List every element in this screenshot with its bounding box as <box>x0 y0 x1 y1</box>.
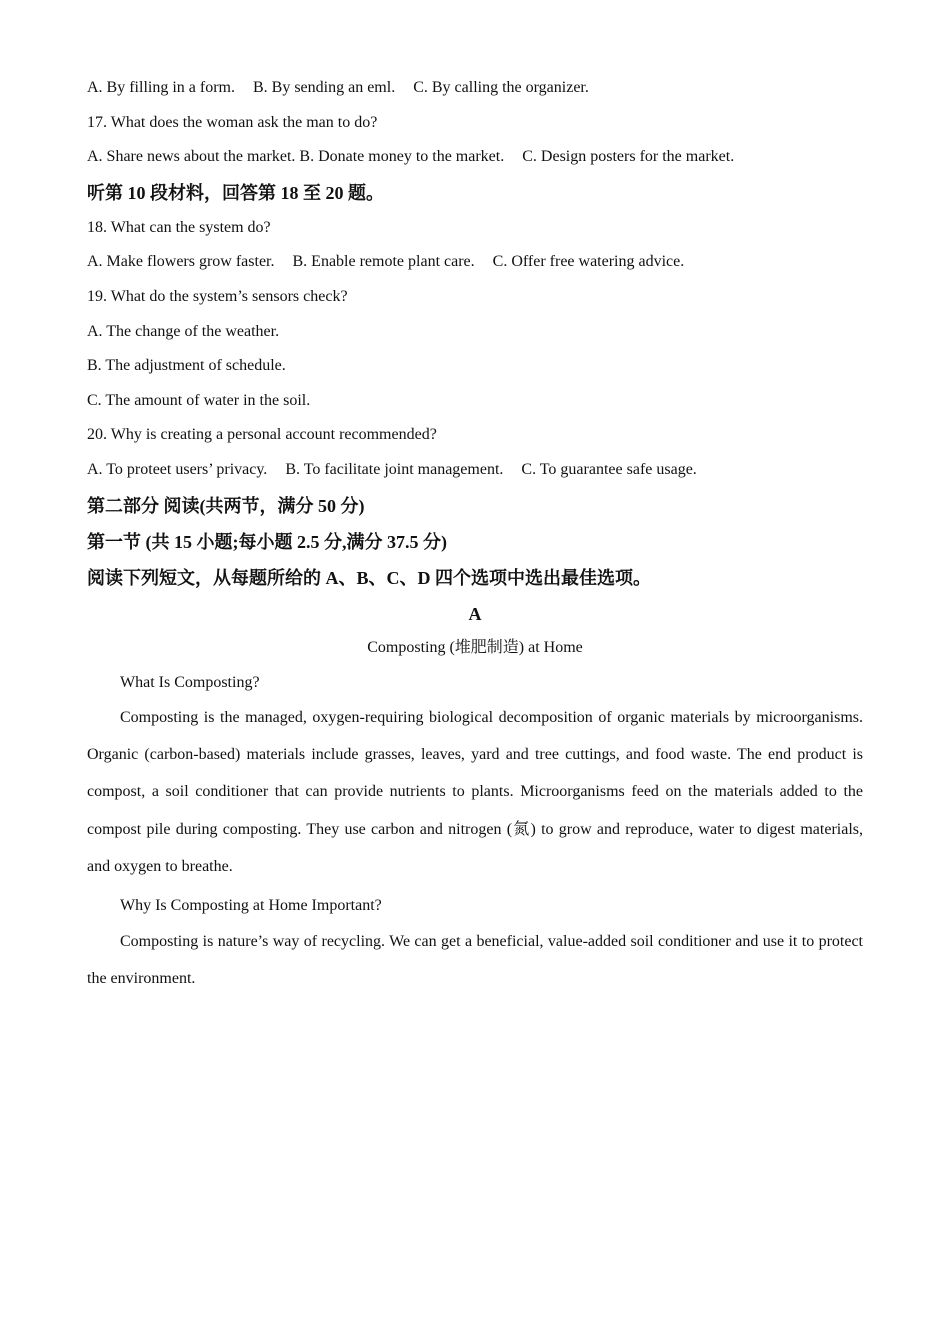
q20-question: 20. Why is creating a personal account recommended? <box>87 426 437 444</box>
q19-option-b: B. The adjustment of schedule. <box>87 357 286 375</box>
q16-options <box>87 78 863 98</box>
q18-option-c: C. Offer free watering advice. <box>492 253 685 271</box>
q17-option-b: B. Donate money to the market. <box>299 148 505 166</box>
passage-subhead-2: Why Is Composting at Home Important? <box>120 897 382 915</box>
q19-option-c: C. The amount of water in the soil. <box>87 391 311 409</box>
section10-heading: 听第 10 段材料，回答第 18 至 20 题。 <box>87 182 384 203</box>
q17-question: 17. What does the woman ask the man to do? <box>87 113 378 131</box>
passage-paragraph-2: Composting is nature’s way of recycling. We can get a beneficial, value-added soil conditioner and use it to protect the environment. <box>87 932 863 987</box>
q18-question: 18. What can the system do? <box>87 218 271 236</box>
passage-subhead-1: What Is Composting? <box>120 673 260 691</box>
q18-option-a: A. Make flowers grow faster. <box>87 253 275 271</box>
q20-option-c: C. To guarantee safe usage. <box>521 460 697 478</box>
section1-heading: 第一节 (共 15 小题;每小题 2.5 分,满分 37.5 分) <box>87 531 447 552</box>
q17-option-a: A. Share news about the market. <box>87 148 296 166</box>
q20-option-a: A. To proteet users’ privacy. <box>87 460 268 478</box>
q18-option-b: B. Enable remote plant care. <box>292 253 475 271</box>
q18-options <box>87 252 863 272</box>
part2-heading: 第二部分 阅读(共两节，满分 50 分) <box>87 495 365 516</box>
passage-letter: A <box>468 603 482 624</box>
document-page <box>87 78 863 994</box>
q16-option-b: B. By sending an eml. <box>252 79 396 96</box>
q20-option-b: B. To facilitate joint management. <box>285 460 504 478</box>
q20-options <box>87 460 863 480</box>
q17-options <box>87 147 863 167</box>
q16-option-c: C. By calling the organizer. <box>413 79 589 96</box>
q16-option-a: A. By filling in a form. <box>87 79 235 96</box>
passage-paragraph-1: Composting is the managed, oxygen-requiring biological decomposition of organic materials by microorganisms. Organic (carbon-based) materials include grasses, leaves, yard and tree cuttings, and food waste. The end product is compost, a soil conditioner that can provide nutrients to plants. Microorganisms feed on the materials added to the compost pile during composting. They use carbon and nitrogen (氮) to grow and reproduce, water to digest materials, and oxygen to breathe. <box>87 709 863 875</box>
reading-instruction: 阅读下列短文，从每题所给的 A、B、C、D 四个选项中选出最佳选项。 <box>87 567 651 588</box>
q19-question: 19. What do the system’s sensors check? <box>87 287 348 305</box>
passage-title: Composting (堆肥制造) at Home <box>367 638 583 656</box>
q19-option-a: A. The change of the weather. <box>87 322 280 340</box>
q17-option-c: C. Design posters for the market. <box>522 148 735 166</box>
